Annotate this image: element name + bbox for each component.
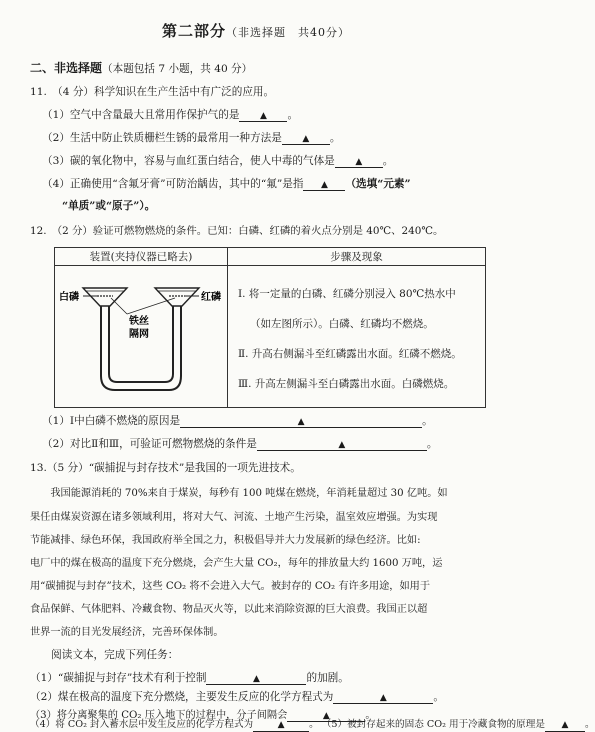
- q13-item-2-text: （2）煤在极高的温度下充分燃烧，主要发生反应的化学方程式为: [30, 691, 334, 703]
- gauze-label-1: 铁丝: [129, 316, 149, 327]
- q11-stem: 11. （4 分）科学知识在生产生活中有广泛的应用。: [30, 86, 275, 98]
- section-heading-text: 二、非选择题: [30, 61, 103, 75]
- blank-mark: ▲: [297, 417, 305, 427]
- q13-item-1-text: （1）“碳捕捉与封存”技术有利于控制: [30, 672, 207, 684]
- q11-item-1-text: （1）空气中含量最大且常用作保护气的是: [42, 109, 240, 121]
- blank-mark: ▲: [302, 134, 310, 144]
- q12-table: [54, 247, 486, 408]
- blank-mark: ▲: [277, 720, 285, 730]
- q11-item-4-text: （4）正确使用“含氟牙膏”可防治龋齿，其中的“氟”是指: [42, 178, 304, 190]
- answer-blank[interactable]: [282, 132, 330, 145]
- q13-passage-line-2: 果任由煤炭资源在诸多领域利用，将对大气、河流、土地产生污染，温室效应增强。为实现: [30, 512, 438, 523]
- q13-passage-line-7: 世界一流的目光发展经济，完善环保体制。: [30, 627, 224, 638]
- blank-mark: ▲: [259, 111, 267, 121]
- section-heading: [30, 59, 252, 76]
- answer-blank[interactable]: [206, 672, 306, 685]
- answer-blank[interactable]: [303, 178, 345, 191]
- q12-item-2: （2）对比Ⅱ和Ⅲ，可验证可燃物燃烧的条件是 ▲ 。: [42, 438, 438, 450]
- q11-item-4-cont: “单质”或“原子”）。: [62, 200, 156, 212]
- answer-blank[interactable]: [335, 155, 383, 168]
- blank-mark: ▲: [379, 693, 387, 703]
- q11-item-3-text: （3）碳的氧化物中，容易与血红蛋白结合，使人中毒的气体是: [42, 155, 335, 167]
- q12-item-1: （1）Ⅰ中白磷不燃烧的原因是 ▲ 。: [42, 415, 433, 427]
- q13-stem: 13.（5 分）“碳捕捉与封存技术”是我国的一项先进技术。: [30, 462, 301, 474]
- part-title-text: 第二部分: [161, 22, 226, 40]
- q13-task: 阅读文本，完成下列任务：: [30, 649, 179, 661]
- part-title: [0, 20, 512, 41]
- q13-item-2: （2）煤在极高的温度下充分燃烧，主要发生反应的化学方程式为 ▲ 。: [30, 691, 444, 703]
- q11-item-4: [42, 176, 411, 191]
- q13-passage-line-4: 电厂中的煤在极高的温度下充分燃烧，会产生大量 CO₂，每年的排放量大约 1600 万吨，运: [30, 558, 443, 569]
- q13-item-5-text: （5）被封存起来的固态 CO₂ 用于冷藏食物的原理是: [321, 719, 545, 730]
- white-phosphorus-label: 白磷: [59, 292, 79, 303]
- blank-mark: ▲: [253, 674, 260, 684]
- answer-blank[interactable]: [253, 719, 309, 732]
- apparatus-cell: [55, 266, 228, 408]
- blank-mark: ▲: [322, 711, 330, 721]
- q13-item-3-text: （3）将分离聚集的 CO₂ 压入地下的过程中，分子间隔会: [30, 710, 288, 721]
- gauze-label-2: 隔网: [129, 329, 149, 340]
- q11-item-3: （3）碳的氧化物中，容易与血红蛋白结合，使人中毒的气体是 ▲ 。: [42, 155, 394, 167]
- q11-item-1: （1）空气中含量最大且常用作保护气的是 ▲ 。: [42, 109, 299, 121]
- part-subtitle: （非选择题 共40分）: [226, 26, 350, 39]
- answer-blank[interactable]: [180, 415, 422, 428]
- blank-mark: ▲: [561, 720, 569, 730]
- q13-item-1: [30, 670, 349, 685]
- q13-passage-line-5: 用“碳捕捉与封存”技术，这些 CO₂ 将不会进入大气。被封存的 CO₂ 有许多用途，如用于: [30, 581, 431, 592]
- step-2: Ⅱ. 升高右侧漏斗至红磷露出水面。红磷不燃烧。: [238, 348, 462, 360]
- step-3: Ⅲ. 升高左侧漏斗至白磷露出水面。白磷燃烧。: [238, 378, 455, 390]
- table-header-apparatus: 装置(夹持仪器已略去): [55, 248, 228, 266]
- answer-blank[interactable]: [333, 691, 433, 704]
- q11-item-4-tail: （选填“元素”: [345, 178, 411, 190]
- answer-blank[interactable]: [545, 719, 585, 732]
- q11-item-2: （2）生活中防止铁质栅栏生锈的最常用一种方法是 ▲ 。: [42, 132, 341, 144]
- q13-item-4-text: （4）将 CO₂ 封入蓄水层中发生反应的化学方程式为: [30, 719, 254, 730]
- q13-passage-line-1: 我国能源消耗的 70%来自于煤炭，每秒有 100 吨煤在燃烧，年消耗量超过 30 亿吨。如: [30, 488, 448, 499]
- q12-item-2-text: （2）对比Ⅱ和Ⅲ，可验证可燃物燃烧的条件是: [42, 438, 257, 450]
- red-phosphorus-label: 红磷: [201, 292, 221, 303]
- section-note: （本题包括 7 小题，共 40 分）: [102, 63, 253, 75]
- q13-items-4-5: （4）将 CO₂ 封入蓄水层中发生反应的化学方程式为 ▲ 。 （5）被封存起来的固态 CO₂ 用于冷藏食物的原理是 ▲ 。: [30, 719, 595, 730]
- q13-passage-line-6: 食品保鲜、气体肥料、冷藏食物、物品灭火等，以此来消除资源的巨大浪费。我国正以超: [30, 604, 428, 615]
- answer-blank[interactable]: [239, 109, 287, 122]
- table-header-steps: 步骤及现象: [228, 248, 486, 266]
- q12-item-1-text: （1）Ⅰ中白磷不燃烧的原因是: [42, 415, 181, 427]
- blank-mark: ▲: [321, 180, 328, 190]
- step-1-cont: （如左图所示）。白磷、红磷均不燃烧。: [250, 318, 434, 330]
- blank-mark: ▲: [338, 440, 346, 450]
- u-tube-apparatus-diagram: [55, 266, 227, 404]
- q13-passage-line-3: 节能减排、绿色环保，我国政府举全国之力，积极倡导并大力发展新的绿色经济。比如:: [30, 535, 421, 546]
- q13-item-3: （3）将分离聚集的 CO₂ 压入地下的过程中，分子间隔会 ▲ 。: [30, 710, 376, 721]
- q11-item-2-text: （2）生活中防止铁质栅栏生锈的最常用一种方法是: [42, 132, 282, 144]
- answer-blank[interactable]: [257, 438, 427, 451]
- q13-item-1-tail: 的加剧。: [306, 672, 349, 684]
- q12-stem: 12. （2 分）验证可燃物燃烧的条件。已知：白磷、红磷的着火点分别是 40℃、240℃。: [30, 225, 444, 237]
- step-1: Ⅰ. 将一定量的白磷、红磷分别浸入 80℃热水中: [238, 288, 456, 300]
- blank-mark: ▲: [355, 157, 363, 167]
- steps-cell: [228, 266, 486, 408]
